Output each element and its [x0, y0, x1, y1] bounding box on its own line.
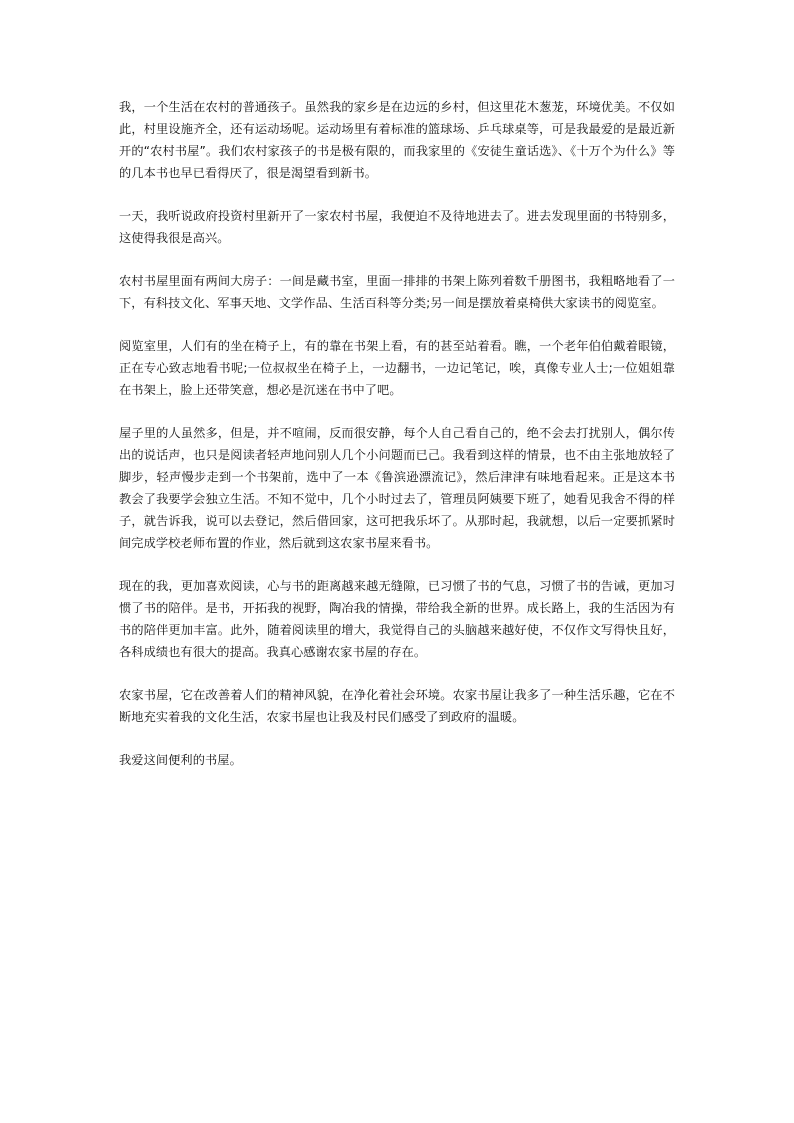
paragraph-6: 现在的我，更加喜欢阅读，心与书的距离越来越无缝隙，已习惯了书的气息，习惯了书的告诫，更加习惯了书的陪伴。是书，开拓我的视野，陶冶我的情操，带给我全新的世界。成长路上，我的生活因为有书的陪伴更加丰富。此外，随着阅读里的增大，我觉得自己的头脑越来越好使，不仅作文写得快且好，各科成绩也有很大的提高。我真心感谢农家书屋的存在。 — [119, 579, 675, 659]
document-body — [119, 96, 675, 792]
paragraph-3: 农村书屋里面有两间大房子：一间是藏书室，里面一排排的书架上陈列着数千册图书，我粗略地看了一下，有科技文化、军事天地、文学作品、生活百科等分类;另一间是摆放着桌椅供大家读书的阅览室。 — [119, 274, 675, 310]
paragraph-2: 一天，我听说政府投资村里新开了一家农村书屋，我便迫不及待地进去了。进去发现里面的书特别多，这使得我很是高兴。 — [119, 209, 675, 245]
paragraph-4: 阅览室里，人们有的坐在椅子上，有的靠在书架上看，有的甚至站着看。瞧，一个老年伯伯戴着眼镜，正在专心致志地看书呢;一位叔叔坐在椅子上，一边翻书，一边记笔记，唉，真像专业人士;一位姐姐靠在书架上，脸上还带笑意，想必是沉迷在书中了吧。 — [119, 339, 675, 397]
paragraph-1: 我，一个生活在农村的普通孩子。虽然我的家乡是在边远的乡村，但这里花木葱茏，环境优美。不仅如此，村里设施齐全，还有运动场呢。运动场里有着标准的篮球场、乒乓球桌等，可是我最爱的是最近新开的“农村书屋”。我们农村家孩子的书是极有限的，而我家里的《安徒生童话选》、《十万个为什么》等的几本书也早已看得厌了，很是渴望看到新书。 — [119, 100, 675, 180]
paragraph-8: 我爱这间便利的书屋。 — [119, 753, 242, 767]
paragraph-7: 农家书屋，它在改善着人们的精神风貌，在净化着社会环境。农家书屋让我多了一种生活乐趣，它在不断地充实着我的文化生活，农家书屋也让我及村民们感受了到政府的温暖。 — [119, 688, 675, 724]
paragraph-5: 屋子里的人虽然多，但是，并不喧闹，反而很安静，每个人自己看自己的，绝不会去打扰别人，偶尔传出的说话声，也只是阅读者轻声地问别人几个小问题而已己。我看到这样的情景，也不由主张地放轻了脚步，轻声慢步走到一个书架前，选中了一本《鲁滨逊漂流记》，然后津津有味地看起来。正是这本书教会了我要学会独立生活。不知不觉中，几个小时过去了，管理员阿姨要下班了，她看见我舍不得的样子，就告诉我，说可以去登记，然后借回家，这可把我乐坏了。从那时起，我就想，以后一定要抓紧时间完成学校老师布置的作业，然后就到这农家书屋来看书。 — [119, 426, 675, 550]
